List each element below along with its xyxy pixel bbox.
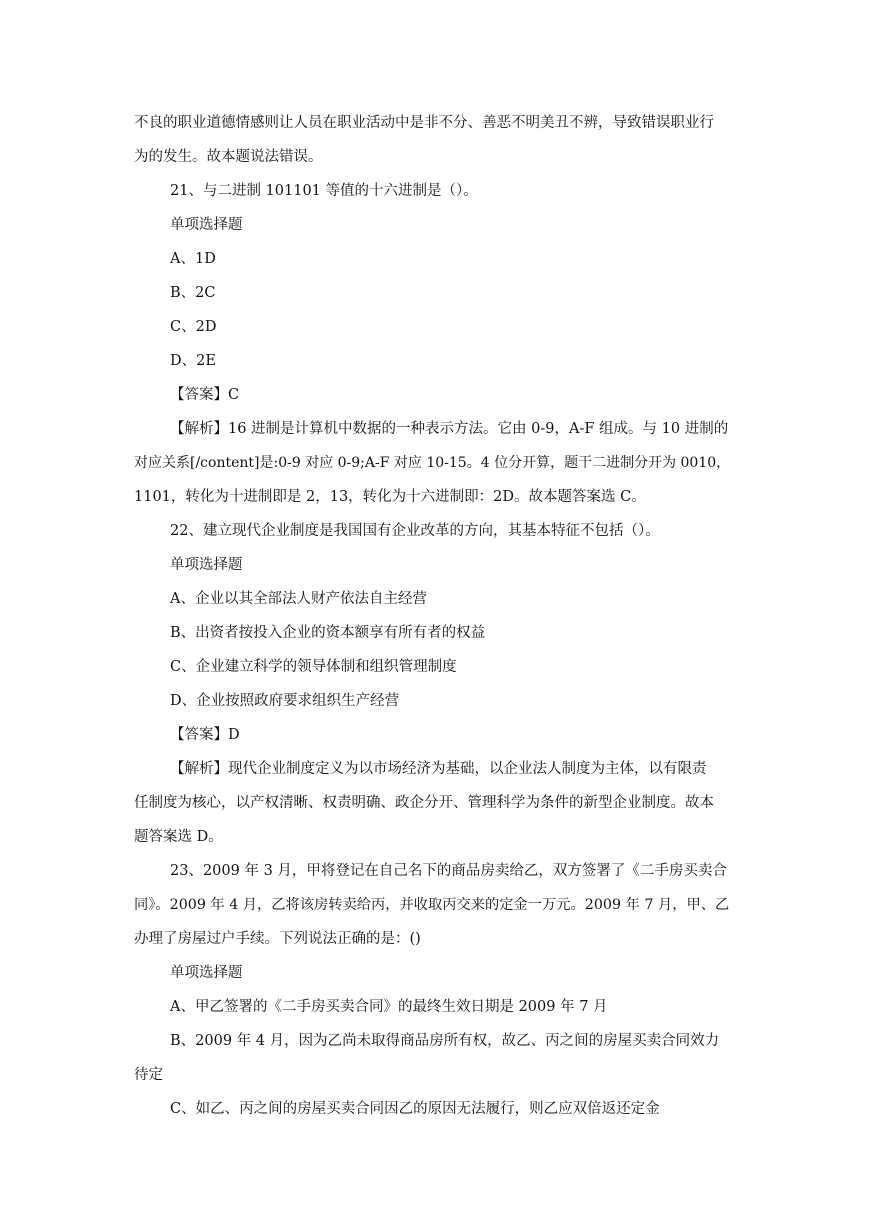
analysis-text-line: 对应关系[/content]是:0-9 对应 0-9;A-F 对应 10-15。4 位分开算，题干二进制分开为 0010， xyxy=(134,455,731,471)
option-a: A、1D xyxy=(170,251,216,267)
analysis-text-line: 【解析】16 进制是计算机中数据的一种表示方法。它由 0-9，A-F 组成。与 10 进制的 xyxy=(170,421,729,437)
answer: 【答案】D xyxy=(170,727,240,743)
question-stem: 21、与二进制 101101 等值的十六进制是（）。 xyxy=(170,183,478,199)
question-type: 单项选择题 xyxy=(170,557,243,573)
analysis-text-line: 【解析】现代企业制度定义为以市场经济为基础，以企业法人制度为主体，以有限责 xyxy=(170,761,707,777)
question-type: 单项选择题 xyxy=(170,217,243,233)
answer: 【答案】C xyxy=(170,387,240,403)
analysis-text-line: 任制度为核心，以产权清晰、权责明确、政企分开、管理科学为条件的新型企业制度。故本 xyxy=(134,795,714,811)
previous-question-continuation xyxy=(134,106,735,174)
option-b: 待定 xyxy=(134,1067,163,1083)
option-d: D、2E xyxy=(170,353,216,369)
option-c: C、2D xyxy=(170,319,217,335)
option-b: B、2009 年 4 月，因为乙尚未取得商品房所有权，故乙、丙之间的房屋买卖合同效力 xyxy=(170,1033,720,1049)
option-d: D、企业按照政府要求组织生产经营 xyxy=(170,693,400,709)
option-a: A、企业以其全部法人财产依法自主经营 xyxy=(170,591,427,607)
option-b: B、出资者按投入企业的资本额享有所有者的权益 xyxy=(170,625,486,641)
analysis-text-line: 题答案选 D。 xyxy=(134,829,223,845)
option-b: B、2C xyxy=(170,285,216,301)
question-stem: 同》。2009 年 4 月，乙将该房转卖给丙，并收取丙交来的定金一万元。2009 年 7 月，甲、乙 xyxy=(134,897,730,913)
question-22 xyxy=(134,514,735,854)
analysis-text-line: 不良的职业道德情感则让人员在职业活动中是非不分、善恶不明美丑不辨，导致错误职业行 xyxy=(134,115,714,131)
question-stem: 办理了房屋过户手续。下列说法正确的是：() xyxy=(134,931,421,947)
question-stem: 23、2009 年 3 月，甲将登记在自己名下的商品房卖给乙，双方签署了《二手房买卖合 xyxy=(170,863,727,879)
analysis-text-line: 为的发生。故本题说法错误。 xyxy=(134,149,323,165)
analysis-text-line: 1101，转化为十进制即是 2，13，转化为十六进制即：2D。故本题答案选 C。 xyxy=(134,489,646,505)
option-a: A、甲乙签署的《二手房买卖合同》的最终生效日期是 2009 年 7 月 xyxy=(170,999,608,1015)
question-23 xyxy=(134,854,735,1126)
option-c: C、如乙、丙之间的房屋买卖合同因乙的原因无法履行，则乙应双倍返还定金 xyxy=(170,1101,660,1117)
question-21 xyxy=(134,174,735,514)
option-c: C、企业建立科学的领导体制和组织管理制度 xyxy=(170,659,457,675)
question-stem: 22、建立现代企业制度是我国国有企业改革的方向，其基本特征不包括（）。 xyxy=(170,523,660,539)
question-type: 单项选择题 xyxy=(170,965,243,981)
